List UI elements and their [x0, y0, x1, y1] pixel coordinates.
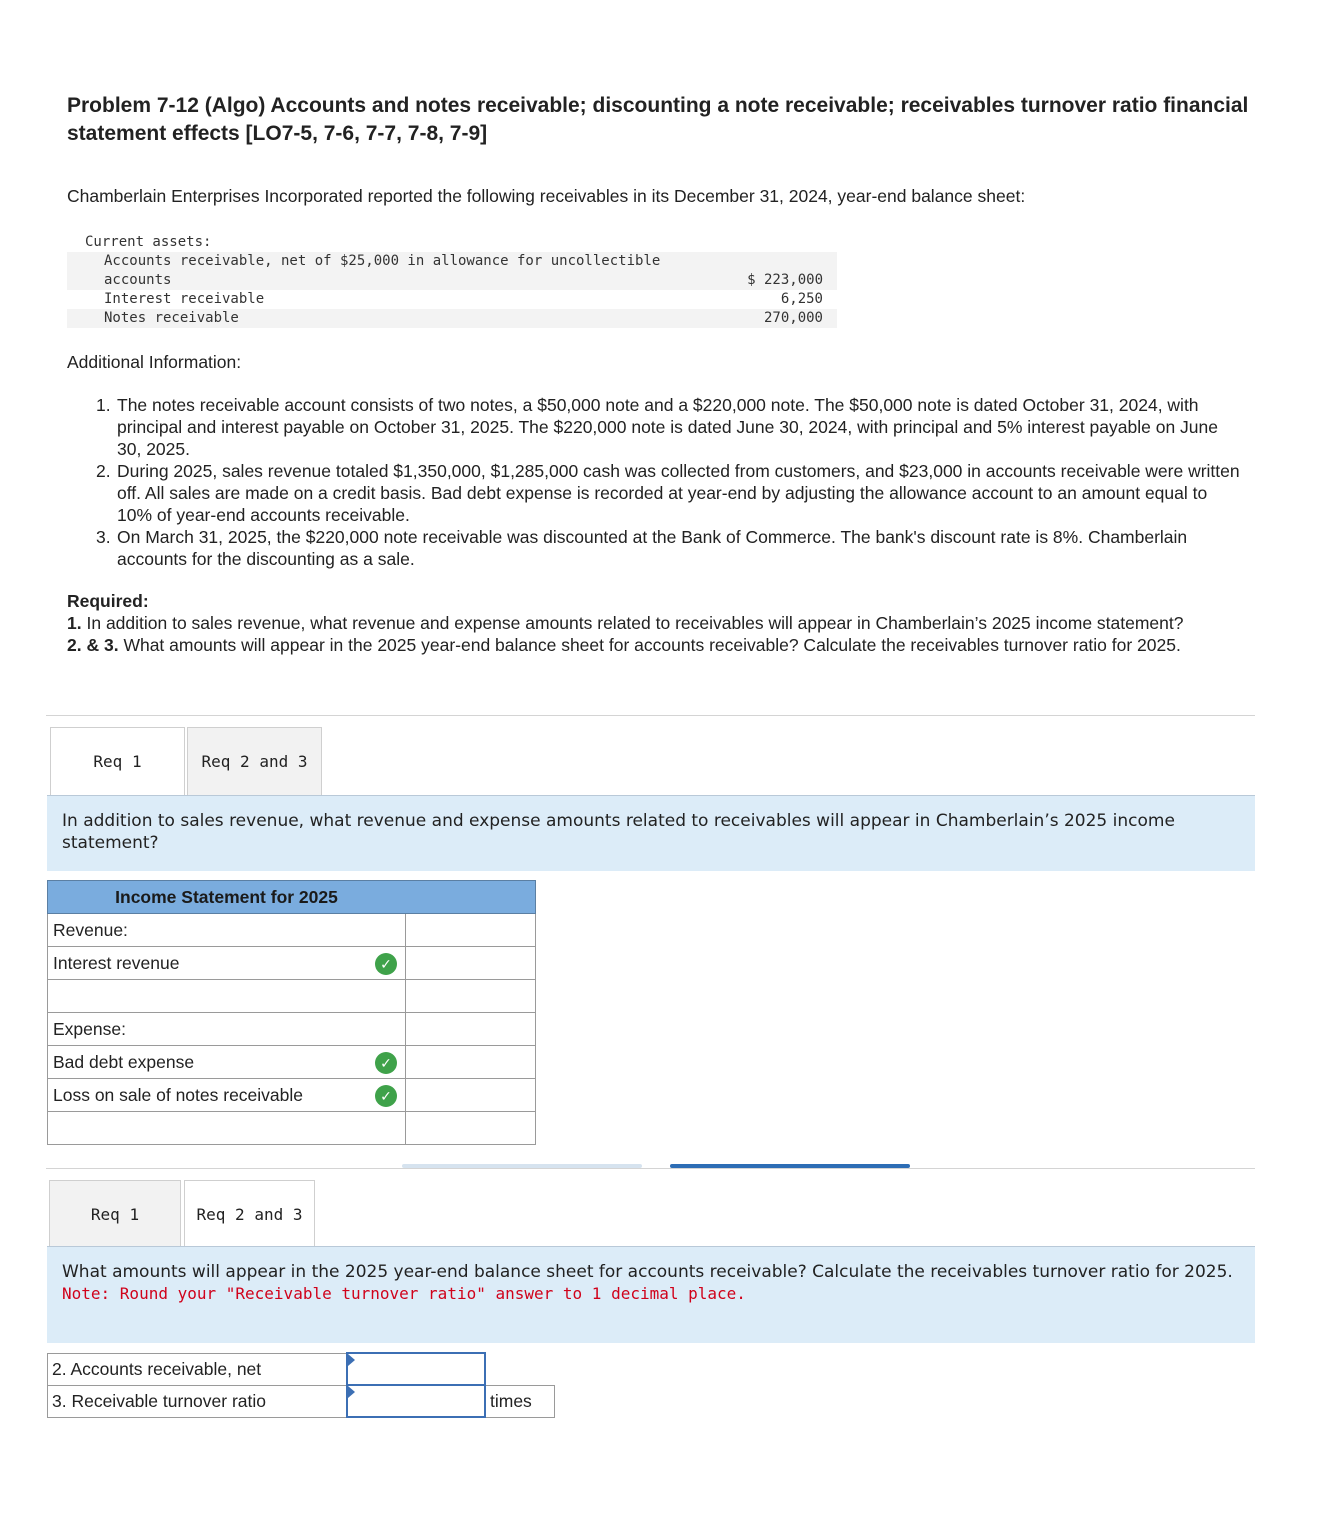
table-row	[48, 1385, 555, 1417]
notes-row	[67, 309, 837, 328]
interest-label: Interest receivable	[104, 291, 265, 307]
ar-row-cont	[67, 271, 837, 290]
interest-row	[67, 290, 837, 309]
required-heading: Required:	[67, 591, 149, 611]
list-item	[96, 394, 1246, 460]
interest-revenue-amount[interactable]	[406, 947, 536, 980]
page-title: Problem 7-12 (Algo) Accounts and notes receivable; discounting a note receivable; receivables turnover ratio financial statement effects [LO7-5, 7-6, 7-7, 7-8, 7-9]	[67, 94, 1249, 145]
ar-label-line1: Accounts receivable, net of $25,000 in allowance for uncollectible	[104, 253, 661, 269]
income-statement-header	[48, 881, 536, 914]
input-flag-icon	[348, 1386, 355, 1398]
table-row	[48, 980, 536, 1013]
blank-revenue-amount[interactable]	[406, 980, 536, 1013]
tab-req2-and-3[interactable]: Req 2 and 3	[184, 1180, 315, 1249]
item-number: 2.	[96, 461, 111, 481]
additional-info-list	[96, 394, 1246, 570]
revenue-amount-cell[interactable]	[406, 914, 536, 947]
blank-expense-amount[interactable]	[406, 1112, 536, 1145]
item-number: 3.	[96, 527, 111, 547]
item-number: 1.	[96, 395, 111, 415]
current-assets-heading: Current assets:	[85, 234, 212, 250]
table-row	[48, 1112, 536, 1145]
table-row	[48, 1079, 536, 1112]
turnover-cell	[347, 1385, 485, 1417]
turnover-input[interactable]	[348, 1387, 484, 1415]
table-row	[48, 1353, 555, 1385]
tab-req2-and-3[interactable]: Req 2 and 3	[187, 727, 322, 796]
table-row	[48, 1046, 536, 1079]
blank-revenue-cell[interactable]	[48, 980, 406, 1013]
tab-req1[interactable]: Req 1	[50, 727, 185, 796]
times-label: times	[485, 1385, 555, 1417]
interest-revenue-label: Interest revenue	[53, 952, 180, 973]
table-row	[48, 947, 536, 980]
loss-on-sale-label: Loss on sale of notes receivable	[53, 1084, 304, 1105]
bad-debt-amount[interactable]	[406, 1046, 536, 1079]
req1-question-box	[47, 795, 1255, 871]
blank-expense-cell[interactable]	[48, 1112, 406, 1145]
tab-req1[interactable]: Req 1	[49, 1180, 181, 1249]
income-statement-table	[47, 880, 536, 1145]
bad-debt-cell[interactable]	[48, 1046, 406, 1079]
interest-revenue-cell[interactable]	[48, 947, 406, 980]
table-row	[48, 1013, 536, 1046]
revenue-label: Revenue:	[48, 914, 406, 947]
table-row	[48, 914, 536, 947]
q2-text: What amounts will appear in the 2025 year-end balance sheet for accounts receivable? Calculate the receivables turnover ratio for 2025.	[123, 635, 1181, 655]
ar-row	[67, 252, 837, 271]
notes-label: Notes receivable	[104, 310, 239, 326]
req1-question: In addition to sales revenue, what revenue and expense amounts related to receivables will appear in Chamberlain’s 2025 income statement?	[62, 811, 1175, 853]
additional-info-label: Additional Information:	[67, 352, 242, 372]
notes-value: 270,000	[763, 310, 823, 326]
item-text: On March 31, 2025, the $220,000 note receivable was discounted at the Bank of Commerce. The bank's discount rate is 8%. Chamberlain accounts for the discounting as a sale.	[117, 527, 1188, 569]
intro-text: Chamberlain Enterprises Incorporated reported the following receivables in its December 31, 2024, year-end balance sheet:	[67, 186, 1026, 206]
list-item	[96, 526, 1246, 570]
required-q2	[67, 634, 1252, 656]
bad-debt-label: Bad debt expense	[53, 1051, 195, 1072]
loss-on-sale-cell[interactable]	[48, 1079, 406, 1112]
ar-net-label: 2. Accounts receivable, net	[48, 1353, 348, 1385]
divider	[46, 1168, 1255, 1169]
turnover-label: 3. Receivable turnover ratio	[48, 1385, 348, 1417]
loss-on-sale-amount[interactable]	[406, 1079, 536, 1112]
ar-value: $ 223,000	[747, 272, 823, 288]
ar-net-input[interactable]	[348, 1355, 484, 1383]
input-flag-icon	[348, 1354, 355, 1366]
income-statement-title: Income Statement for 2025	[115, 886, 338, 907]
ar-label-line2: accounts	[104, 272, 172, 288]
required-q1	[67, 612, 1252, 634]
req23-question: What amounts will appear in the 2025 year-end balance sheet for accounts receivable? Calculate the receivables turnover ratio for 2025.	[62, 1262, 1233, 1282]
check-icon: ✓	[375, 953, 397, 975]
q1-text: In addition to sales revenue, what revenue and expense amounts related to receivables will appear in Chamberlain’s 2025 income statement?	[86, 613, 1184, 633]
item-text: The notes receivable account consists of two notes, a $50,000 note and a $220,000 note. The $50,000 note is dated October 31, 2024, with principal and interest payable on October 31, 2025. The $220,000 note is dated June 30, 2024, with principal and 5% interest payable on June 30, 2025.	[117, 395, 1218, 459]
current-assets-table	[67, 233, 837, 328]
req23-question-box	[47, 1246, 1255, 1343]
empty-cell	[485, 1353, 555, 1385]
balance-sheet-table	[47, 1352, 555, 1418]
item-text: During 2025, sales revenue totaled $1,350,000, $1,285,000 cash was collected from customers, and $23,000 in accounts receivable were written off. All sales are made on a credit basis. Bad debt expense is recorded at year-end by adjusting the allowance account to an amount equal to 10% of year-end accounts receivable.	[117, 461, 1240, 525]
interest-value: 6,250	[780, 291, 823, 307]
expense-amount-cell[interactable]	[406, 1013, 536, 1046]
list-item	[96, 460, 1246, 526]
q2-number: 2. & 3.	[67, 635, 119, 655]
ar-net-cell	[347, 1353, 485, 1385]
check-icon: ✓	[375, 1052, 397, 1074]
rounding-note: Note: Round your "Receivable turnover ratio" answer to 1 decimal place.	[62, 1284, 746, 1303]
q1-number: 1.	[67, 613, 82, 633]
check-icon: ✓	[375, 1085, 397, 1107]
required-section	[67, 590, 1252, 656]
expense-label: Expense:	[48, 1013, 406, 1046]
divider	[46, 715, 1255, 716]
